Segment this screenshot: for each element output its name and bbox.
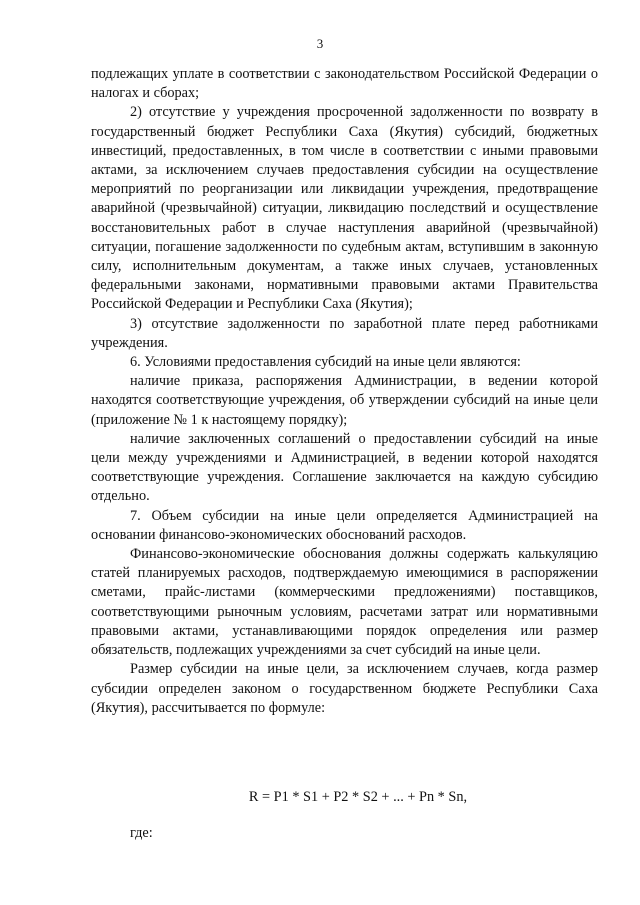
paragraph-formula-intro: Размер субсидии на иные цели, за исключением случаев, когда размер субсидии определен законом о государственном бюджете Республики Саха (Якутия), рассчитывается по формуле: <box>91 661 598 716</box>
paragraph-justification: Финансово-экономические обоснования должны содержать калькуляцию статей планируемых расходов, подтверждаемую имеющимися в распоряжении сметами, прайс-листами (коммерческими предложениями) поставщиков, соответствующими рыночным условиям, расчетами затрат или нормативными правовыми актами, устанавливающими порядок определения или размер обязательств, подлежащих учреждениями за счет субсидий на иные цели. <box>91 546 598 659</box>
paragraph-section-6: 6. Условиями предоставления субсидий на иные цели являются: <box>130 354 521 371</box>
paragraph-item-3: 3) отсутствие задолженности по заработной плате перед работниками учреждения. <box>91 315 598 351</box>
paragraph-continuation: подлежащих уплате в соответствии с законодательством Российской Федерации о налогах и сборах; <box>91 66 598 102</box>
paragraph-section-7: 7. Объем субсидии на иные цели определяется Администрацией на основании финансово-экономических обоснований расходов. <box>91 507 598 543</box>
page-number: 3 <box>316 36 324 51</box>
paragraph-item-2: 2) отсутствие у учреждения просроченной задолженности по возврату в государственный бюджет Республики Саха (Якутия) субсидий, бюджетных инвестиций, предоставленных, в том числе в соответствии с иными правовыми актами, за исключением случаев предоставления субсидии на осуществление мероприятий по реорганизации или ликвидации учреждения, предотвращение аварийной (чрезвычайной) ситуации, ликвидацию последствий и осуществление восстановительных работ в случае наступления аварийной (чрезвычайной) ситуации, погашение задолженности по судебным актам, вступившим в законную силу, исполнительным документам, а также иных случаев, установленных федеральными законами, нормативными правовыми актами Правительства Российской Федерации и Республики Саха (Якутия); <box>91 104 598 313</box>
paragraph-condition-order: наличие приказа, распоряжения Администрации, в ведении которой находятся соответствующие учреждения, об утверждении субсидий на иные цели (приложение № 1 к настоящему порядку); <box>91 373 598 428</box>
where-label: где: <box>130 825 153 841</box>
formula: R = P1 * S1 + P2 * S2 + ... + Pn * Sn, <box>248 789 468 805</box>
document-body <box>91 65 598 718</box>
formula-line <box>0 788 640 807</box>
paragraph-condition-agreement: наличие заключенных соглашений о предоставлении субсидий на иные цели между учреждениями и Администрацией, в ведении которой находятся соответствующие учреждения. Соглашение заключается на каждую субсидию отдельно. <box>91 430 598 505</box>
